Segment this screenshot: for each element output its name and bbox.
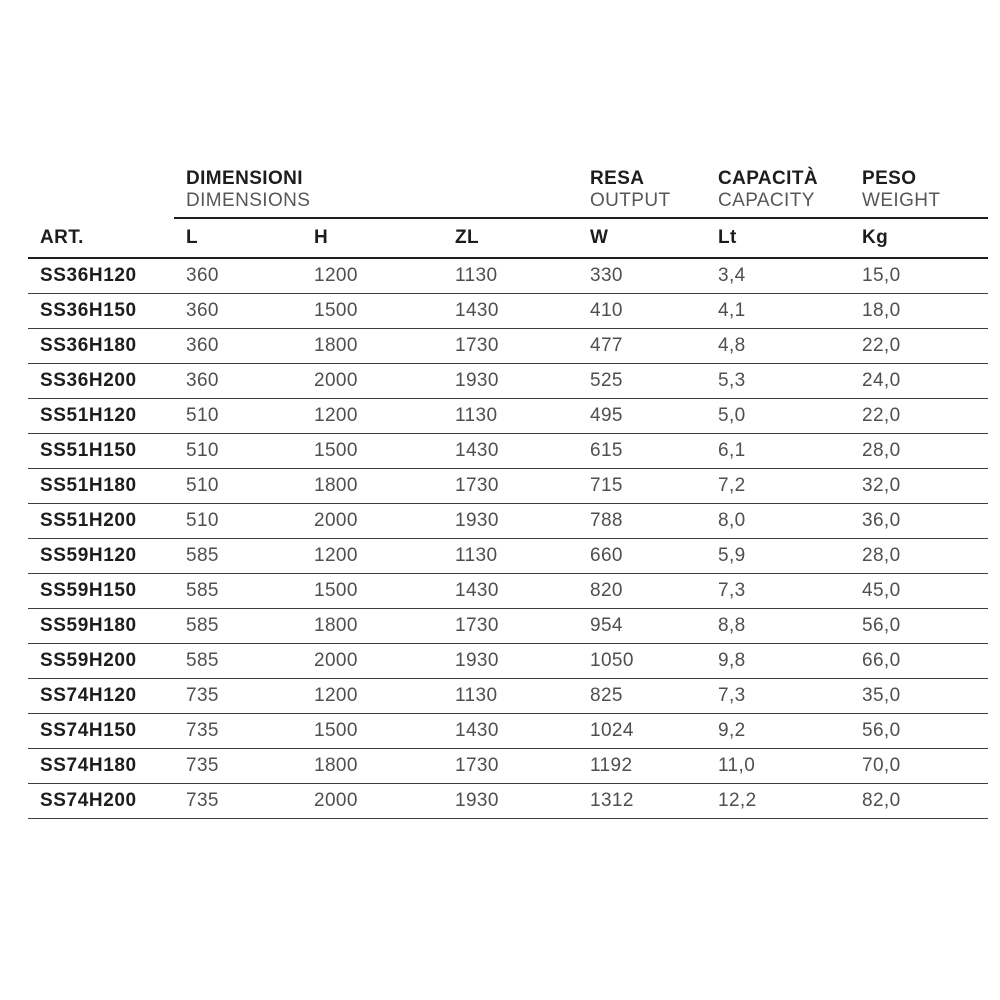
cell-lt: 4,8 (706, 329, 850, 364)
cell-art: SS74H200 (28, 784, 174, 819)
column-header-h: H (302, 218, 443, 258)
cell-l: 360 (174, 329, 302, 364)
cell-l: 360 (174, 294, 302, 329)
cell-zl: 1130 (443, 399, 578, 434)
group-label-capacity: CAPACITY (718, 190, 815, 211)
cell-zl: 1930 (443, 784, 578, 819)
cell-lt: 8,8 (706, 609, 850, 644)
cell-art: SS51H180 (28, 469, 174, 504)
cell-art: SS59H120 (28, 539, 174, 574)
cell-h: 1200 (302, 258, 443, 294)
cell-l: 585 (174, 539, 302, 574)
cell-w: 1024 (578, 714, 706, 749)
cell-h: 2000 (302, 644, 443, 679)
cell-h: 2000 (302, 784, 443, 819)
table-row (28, 258, 988, 294)
cell-l: 510 (174, 504, 302, 539)
cell-kg: 56,0 (850, 609, 988, 644)
group-label-dimensions: DIMENSIONS (186, 190, 311, 211)
cell-h: 2000 (302, 504, 443, 539)
table-row (28, 784, 988, 819)
cell-zl: 1930 (443, 364, 578, 399)
cell-h: 1200 (302, 679, 443, 714)
cell-kg: 36,0 (850, 504, 988, 539)
cell-kg: 35,0 (850, 679, 988, 714)
cell-l: 510 (174, 434, 302, 469)
cell-w: 330 (578, 258, 706, 294)
group-label-peso: PESO (862, 168, 917, 189)
cell-w: 1050 (578, 644, 706, 679)
cell-h: 1500 (302, 434, 443, 469)
cell-l: 360 (174, 364, 302, 399)
cell-l: 360 (174, 258, 302, 294)
table-row (28, 469, 988, 504)
cell-l: 585 (174, 644, 302, 679)
table-row (28, 574, 988, 609)
cell-lt: 8,0 (706, 504, 850, 539)
cell-lt: 7,3 (706, 679, 850, 714)
cell-w: 615 (578, 434, 706, 469)
cell-l: 735 (174, 679, 302, 714)
column-header-art: ART. (28, 218, 174, 258)
cell-art: SS36H200 (28, 364, 174, 399)
cell-h: 1800 (302, 749, 443, 784)
cell-lt: 7,2 (706, 469, 850, 504)
group-header-weight (850, 168, 988, 218)
cell-art: SS51H200 (28, 504, 174, 539)
cell-lt: 9,2 (706, 714, 850, 749)
table-row (28, 679, 988, 714)
column-header-l: L (174, 218, 302, 258)
cell-lt: 5,9 (706, 539, 850, 574)
cell-l: 735 (174, 784, 302, 819)
table-row (28, 294, 988, 329)
cell-w: 954 (578, 609, 706, 644)
cell-art: SS74H180 (28, 749, 174, 784)
cell-h: 1800 (302, 609, 443, 644)
cell-lt: 7,3 (706, 574, 850, 609)
spec-table (28, 168, 988, 819)
table-body (28, 258, 988, 819)
table-row (28, 504, 988, 539)
cell-w: 825 (578, 679, 706, 714)
cell-art: SS51H150 (28, 434, 174, 469)
group-label-capacita: CAPACITÀ (718, 168, 818, 189)
cell-zl: 1730 (443, 469, 578, 504)
cell-kg: 15,0 (850, 258, 988, 294)
cell-art: SS51H120 (28, 399, 174, 434)
cell-h: 1800 (302, 469, 443, 504)
cell-art: SS36H150 (28, 294, 174, 329)
cell-kg: 82,0 (850, 784, 988, 819)
cell-zl: 1930 (443, 644, 578, 679)
cell-w: 1312 (578, 784, 706, 819)
group-header-row (28, 168, 988, 218)
cell-kg: 18,0 (850, 294, 988, 329)
cell-zl: 1730 (443, 609, 578, 644)
cell-kg: 24,0 (850, 364, 988, 399)
cell-kg: 32,0 (850, 469, 988, 504)
cell-art: SS36H120 (28, 258, 174, 294)
group-label-resa: RESA (590, 168, 645, 189)
cell-h: 1500 (302, 574, 443, 609)
cell-lt: 12,2 (706, 784, 850, 819)
group-header-output (578, 168, 706, 218)
table-row (28, 539, 988, 574)
cell-kg: 66,0 (850, 644, 988, 679)
cell-zl: 1430 (443, 714, 578, 749)
cell-w: 1192 (578, 749, 706, 784)
cell-kg: 28,0 (850, 434, 988, 469)
cell-lt: 4,1 (706, 294, 850, 329)
cell-l: 510 (174, 399, 302, 434)
cell-lt: 3,4 (706, 258, 850, 294)
table-row (28, 644, 988, 679)
cell-w: 820 (578, 574, 706, 609)
cell-art: SS74H120 (28, 679, 174, 714)
cell-l: 585 (174, 609, 302, 644)
cell-l: 735 (174, 714, 302, 749)
cell-w: 715 (578, 469, 706, 504)
cell-art: SS59H150 (28, 574, 174, 609)
cell-zl: 1730 (443, 749, 578, 784)
cell-zl: 1130 (443, 539, 578, 574)
table-row (28, 399, 988, 434)
cell-w: 410 (578, 294, 706, 329)
table-row (28, 714, 988, 749)
cell-zl: 1430 (443, 294, 578, 329)
cell-kg: 45,0 (850, 574, 988, 609)
group-header-dimensions (174, 168, 578, 218)
group-label-dimensioni: DIMENSIONI (186, 168, 303, 189)
cell-art: SS59H180 (28, 609, 174, 644)
cell-kg: 28,0 (850, 539, 988, 574)
cell-lt: 6,1 (706, 434, 850, 469)
cell-lt: 11,0 (706, 749, 850, 784)
cell-lt: 5,3 (706, 364, 850, 399)
table-row (28, 364, 988, 399)
group-header-spacer (28, 168, 174, 218)
cell-w: 477 (578, 329, 706, 364)
cell-zl: 1130 (443, 679, 578, 714)
cell-lt: 9,8 (706, 644, 850, 679)
cell-kg: 70,0 (850, 749, 988, 784)
cell-w: 495 (578, 399, 706, 434)
cell-h: 1800 (302, 329, 443, 364)
cell-kg: 22,0 (850, 399, 988, 434)
cell-l: 735 (174, 749, 302, 784)
group-label-weight: WEIGHT (862, 190, 941, 211)
column-header-zl: ZL (443, 218, 578, 258)
cell-art: SS59H200 (28, 644, 174, 679)
group-header-capacity (706, 168, 850, 218)
column-header-w: W (578, 218, 706, 258)
table-row (28, 749, 988, 784)
cell-h: 1500 (302, 294, 443, 329)
cell-w: 660 (578, 539, 706, 574)
column-header-lt: Lt (706, 218, 850, 258)
cell-kg: 56,0 (850, 714, 988, 749)
cell-zl: 1430 (443, 434, 578, 469)
cell-zl: 1930 (443, 504, 578, 539)
cell-lt: 5,0 (706, 399, 850, 434)
column-header-row (28, 218, 988, 258)
cell-l: 510 (174, 469, 302, 504)
cell-kg: 22,0 (850, 329, 988, 364)
cell-w: 525 (578, 364, 706, 399)
cell-zl: 1730 (443, 329, 578, 364)
cell-zl: 1430 (443, 574, 578, 609)
cell-zl: 1130 (443, 258, 578, 294)
cell-l: 585 (174, 574, 302, 609)
table-row (28, 329, 988, 364)
cell-h: 1200 (302, 539, 443, 574)
cell-art: SS36H180 (28, 329, 174, 364)
table-row (28, 434, 988, 469)
cell-w: 788 (578, 504, 706, 539)
column-header-kg: Kg (850, 218, 988, 258)
cell-h: 1500 (302, 714, 443, 749)
table-row (28, 609, 988, 644)
cell-art: SS74H150 (28, 714, 174, 749)
table-head (28, 168, 988, 258)
cell-h: 1200 (302, 399, 443, 434)
cell-h: 2000 (302, 364, 443, 399)
group-label-output: OUTPUT (590, 190, 671, 211)
